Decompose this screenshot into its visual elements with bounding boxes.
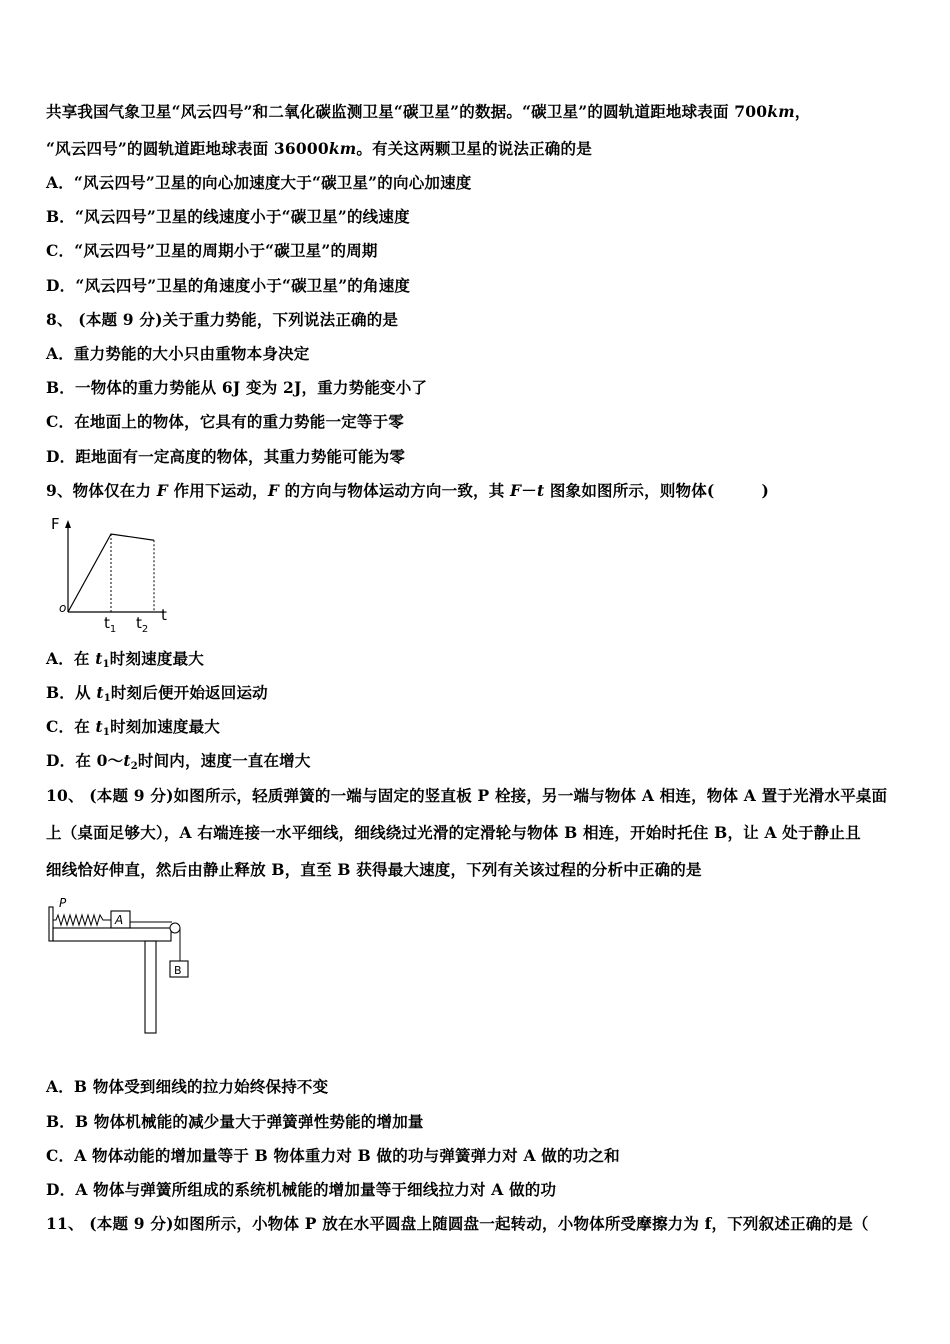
q10-option-a: A．B 物体受到细线的拉力始终保持不变 (46, 1077, 329, 1096)
vertical-board-p (49, 907, 53, 941)
label-a: A (115, 913, 124, 927)
q7-stem-line-1: 共享我国气象卫星“风云四号”和二氧化碳监测卫星“碳卫星”的数据。“碳卫星”的圆轨道距地球表面 700km， (46, 102, 811, 121)
label-b: B (174, 964, 182, 977)
q8-option-b: B．一物体的重力势能从 6J 变为 2J，重力势能变小了 (46, 378, 428, 397)
q10-stem-line-1: 10、 (本题 9 分)如图所示，轻质弹簧的一端与固定的竖直板 P 栓接，另一端与物体 A 相连，物体 A 置于光滑水平桌面 (46, 786, 888, 805)
q10-stem-line-2: 上（桌面足够大），A 右端连接一水平细线，细线绕过光滑的定滑轮与物体 B 相连，开始时托住 B，让 A 处于静止且 (46, 823, 861, 842)
q10-option-c: C．A 物体动能的增加量等于 B 物体重力对 B 做的功与弹簧弹力对 A 做的功之和 (46, 1146, 620, 1165)
y-axis-arrow-icon (65, 520, 71, 528)
q8-option-a: A．重力势能的大小只由重物本身决定 (46, 344, 310, 363)
q9-option-a: A．在 $t_1$时刻速度最大 (46, 649, 204, 670)
q7-option-a: A．“风云四号”卫星的向心加速度大于“碳卫星”的向心加速度 (46, 173, 472, 192)
label-p: P (59, 896, 67, 910)
q9-option-c: C．在 $t_1$时刻加速度最大 (46, 717, 220, 738)
t1-tick-label: $t_1$ (104, 614, 117, 635)
q7-option-b: B．“风云四号”卫星的线速度小于“碳卫星”的线速度 (46, 207, 410, 226)
q9-stem: 9、物体仅在力 F 作用下运动，F 的方向与物体运动方向一致，其 F－t 图象如图所示，则物体( ) (46, 481, 770, 500)
x-axis-label: t (161, 606, 167, 624)
t2-tick-label: $t_2$ (136, 614, 149, 635)
q9-option-d: D．在 $0\sim t_2$时间内，速度一直在增大 (46, 751, 311, 772)
table-top (53, 928, 171, 941)
pulley-icon (170, 923, 180, 933)
table-leg (145, 941, 156, 1033)
force-curve (68, 534, 154, 612)
q8-stem: 8、 (本题 9 分)关于重力势能，下列说法正确的是 (46, 310, 399, 329)
spring-icon (53, 915, 111, 925)
q10-stem-line-3: 细线恰好伸直，然后由静止释放 B，直至 B 获得最大速度，下列有关该过程的分析中正确的是 (46, 860, 702, 879)
q7-option-d: D．“风云四号”卫星的角速度小于“碳卫星”的角速度 (46, 276, 411, 295)
q7-option-c: C．“风云四号”卫星的周期小于“碳卫星”的周期 (46, 241, 378, 260)
q8-option-d: D．距地面有一定高度的物体，其重力势能可能为零 (46, 447, 406, 466)
q9-option-b: B．从 $t_1$时刻后便开始返回运动 (46, 683, 268, 704)
q7-stem-line-2: “风云四号”的圆轨道距地球表面 36000km。有关这两颗卫星的说法正确的是 (46, 139, 592, 158)
q11-stem: 11、 (本题 9 分)如图所示，小物体 P 放在水平圆盘上随圆盘一起转动，小物体所受摩擦力为 f，下列叙述正确的是（ (46, 1214, 869, 1233)
y-axis-label: F (51, 515, 60, 533)
q10-option-d: D．A 物体与弹簧所组成的系统机械能的增加量等于细线拉力对 A 做的功 (46, 1180, 557, 1199)
q10-spring-pulley-figure (46, 893, 206, 1038)
origin-label: o (59, 601, 67, 615)
q9-force-time-graph (46, 512, 186, 637)
q8-option-c: C．在地面上的物体，它具有的重力势能一定等于零 (46, 412, 404, 431)
q10-option-b: B．B 物体机械能的减少量大于弹簧弹性势能的增加量 (46, 1112, 424, 1131)
